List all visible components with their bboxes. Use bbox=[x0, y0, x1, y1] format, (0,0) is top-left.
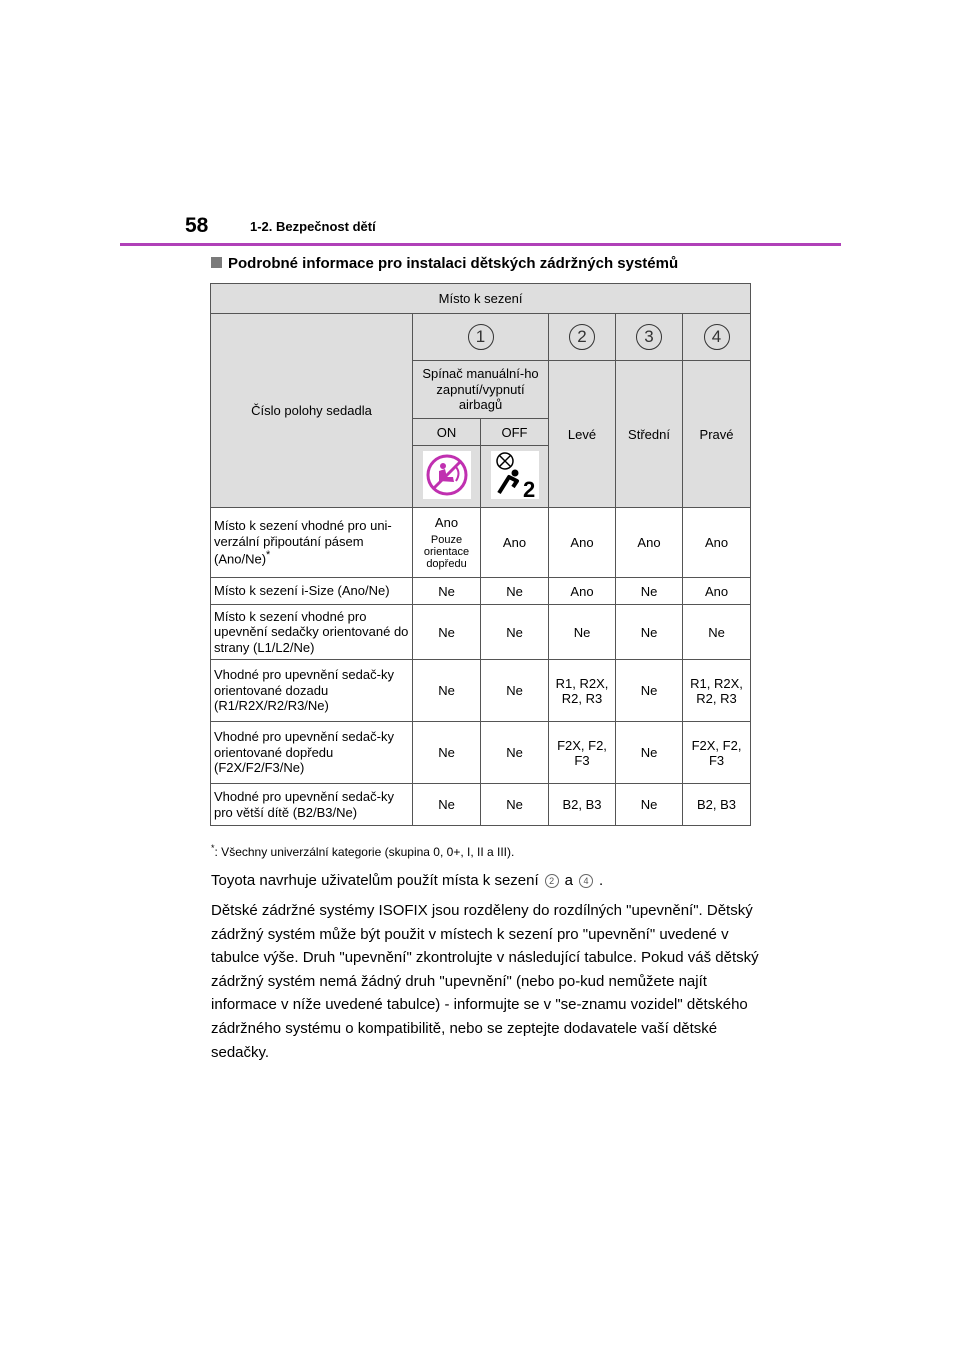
table-row-label: Vhodné pro upevnění sedač-ky orientované dozadu (R1/R2X/R2/R3/Ne) bbox=[211, 660, 413, 722]
table-cell: B2, B3 bbox=[683, 784, 751, 826]
footnote-mark-note: * bbox=[211, 843, 215, 853]
table-cell: Ano bbox=[683, 508, 751, 578]
position-4-circle: 4 bbox=[704, 324, 730, 350]
body-paragraph: Dětské zádržné systémy ISOFIX jsou rozděleny do rozdílných "upevnění". Dětský zádržný systém může být použit v místech k sezení pro "upevnění" uvedené v tabulce výše. Druh "upevnění" zkontrolujte v následující tabulce. Pokud váš dětský zádržný systém nemá žádný druh "upevnění" (nebo po-kud nemůžete najít informace v níže uvedené tabulce) - informujte se v "se-znamu vozidel" dětského zádržného systému o kompatibilitě, nebo se zeptejte dodavatele vaší dětské sedačky. bbox=[211, 902, 759, 1061]
cell-text: Ano bbox=[434, 514, 459, 530]
table-cell: Ne bbox=[413, 784, 481, 826]
table-cell: Ne bbox=[481, 605, 549, 660]
page-number: 58 bbox=[185, 214, 209, 237]
header-rule bbox=[120, 243, 841, 246]
seat-right-header: Pravé bbox=[683, 361, 751, 508]
subheading-text: Podrobné informace pro instalaci dětských zádržných systémů bbox=[228, 255, 679, 272]
table-cell: Ne bbox=[616, 660, 683, 722]
table-cell: B2, B3 bbox=[549, 784, 616, 826]
position-4-cell bbox=[683, 314, 751, 361]
recommendation-conj: a bbox=[564, 872, 574, 889]
seat-4-ref: 4 bbox=[579, 874, 593, 888]
position-2-cell bbox=[549, 314, 616, 361]
recommendation-text: Toyota navrhuje uživatelům použít místa k sezení bbox=[211, 872, 539, 889]
icon-cell-off bbox=[481, 446, 549, 508]
airbag-off-icon bbox=[491, 451, 539, 499]
svg-text:2: 2 bbox=[522, 477, 535, 499]
table-cell bbox=[413, 508, 481, 578]
seat-center-header: Střední bbox=[616, 361, 683, 508]
table-cell: Ne bbox=[413, 722, 481, 784]
subheading bbox=[211, 255, 678, 272]
recommendation-end: . bbox=[599, 872, 604, 889]
switch-on-header: ON bbox=[413, 419, 481, 446]
table-cell: Ne bbox=[481, 784, 549, 826]
table-cell: R1, R2X, R2, R3 bbox=[683, 660, 751, 722]
table-cell: Ne bbox=[549, 605, 616, 660]
table-cell: Ne bbox=[481, 660, 549, 722]
icon-cell-on bbox=[413, 446, 481, 508]
seating-table bbox=[210, 283, 751, 826]
table-cell: Ne bbox=[616, 605, 683, 660]
position-1-cell bbox=[413, 314, 549, 361]
table-cell: Ano bbox=[683, 578, 751, 605]
footnote-text: : Všechny univerzální kategorie (skupina 0, 0+, I, II a III). bbox=[214, 845, 515, 859]
seat-2-ref: 2 bbox=[545, 874, 559, 888]
table-cell: Ne bbox=[481, 578, 549, 605]
table-row-label: Místo k sezení vhodné pro upevnění sedačky orientované do strany (L1/L2/Ne) bbox=[211, 605, 413, 660]
page-header bbox=[185, 214, 825, 240]
table-cell: Ne bbox=[616, 722, 683, 784]
table-cell: Ne bbox=[616, 578, 683, 605]
table-cell: Ne bbox=[481, 722, 549, 784]
cell-note: Pouze orientace dopředu bbox=[423, 533, 470, 571]
switch-header: Spínač manuální-ho zapnutí/vypnutí airbagů bbox=[413, 361, 549, 419]
table-cell: F2X, F2, F3 bbox=[683, 722, 751, 784]
table-cell: R1, R2X, R2, R3 bbox=[549, 660, 616, 722]
position-2-circle: 2 bbox=[569, 324, 595, 350]
position-3-circle: 3 bbox=[636, 324, 662, 350]
table-cell: Ne bbox=[413, 660, 481, 722]
footnote-mark: * bbox=[266, 549, 271, 562]
section-title: 1-2. Bezpečnost dětí bbox=[250, 219, 376, 234]
table-row-label: Vhodné pro upevnění sedač-ky orientované dopředu (F2X/F2/F3/Ne) bbox=[211, 722, 413, 784]
table-cell: Ano bbox=[549, 578, 616, 605]
table-cell: Ne bbox=[616, 784, 683, 826]
table-cell: Ne bbox=[413, 578, 481, 605]
row-1-label-text: Místo k sezení vhodné pro uni-verzální připoutání pásem (Ano/Ne) bbox=[214, 517, 392, 567]
table-cell: F2X, F2, F3 bbox=[549, 722, 616, 784]
square-bullet-icon bbox=[211, 257, 222, 268]
table-cell: Ne bbox=[683, 605, 751, 660]
table-cell: Ne bbox=[413, 605, 481, 660]
footnote bbox=[211, 843, 514, 859]
table-cell: Ano bbox=[549, 508, 616, 578]
table-top-header: Místo k sezení bbox=[211, 284, 751, 314]
recommendation bbox=[211, 872, 603, 889]
table-cell: Ano bbox=[481, 508, 549, 578]
position-3-cell bbox=[616, 314, 683, 361]
position-1-circle: 1 bbox=[468, 324, 494, 350]
table-row-label: Místo k sezení i-Size (Ano/Ne) bbox=[211, 578, 413, 605]
table-row-label bbox=[211, 508, 413, 578]
child-seat-prohibited-icon bbox=[423, 451, 471, 499]
table-row-label: Vhodné pro upevnění sedač-ky pro větší dítě (B2/B3/Ne) bbox=[211, 784, 413, 826]
row-label-header: Číslo polohy sedadla bbox=[211, 314, 413, 508]
table-cell: Ano bbox=[616, 508, 683, 578]
switch-off-header: OFF bbox=[481, 419, 549, 446]
seat-left-header: Levé bbox=[549, 361, 616, 508]
